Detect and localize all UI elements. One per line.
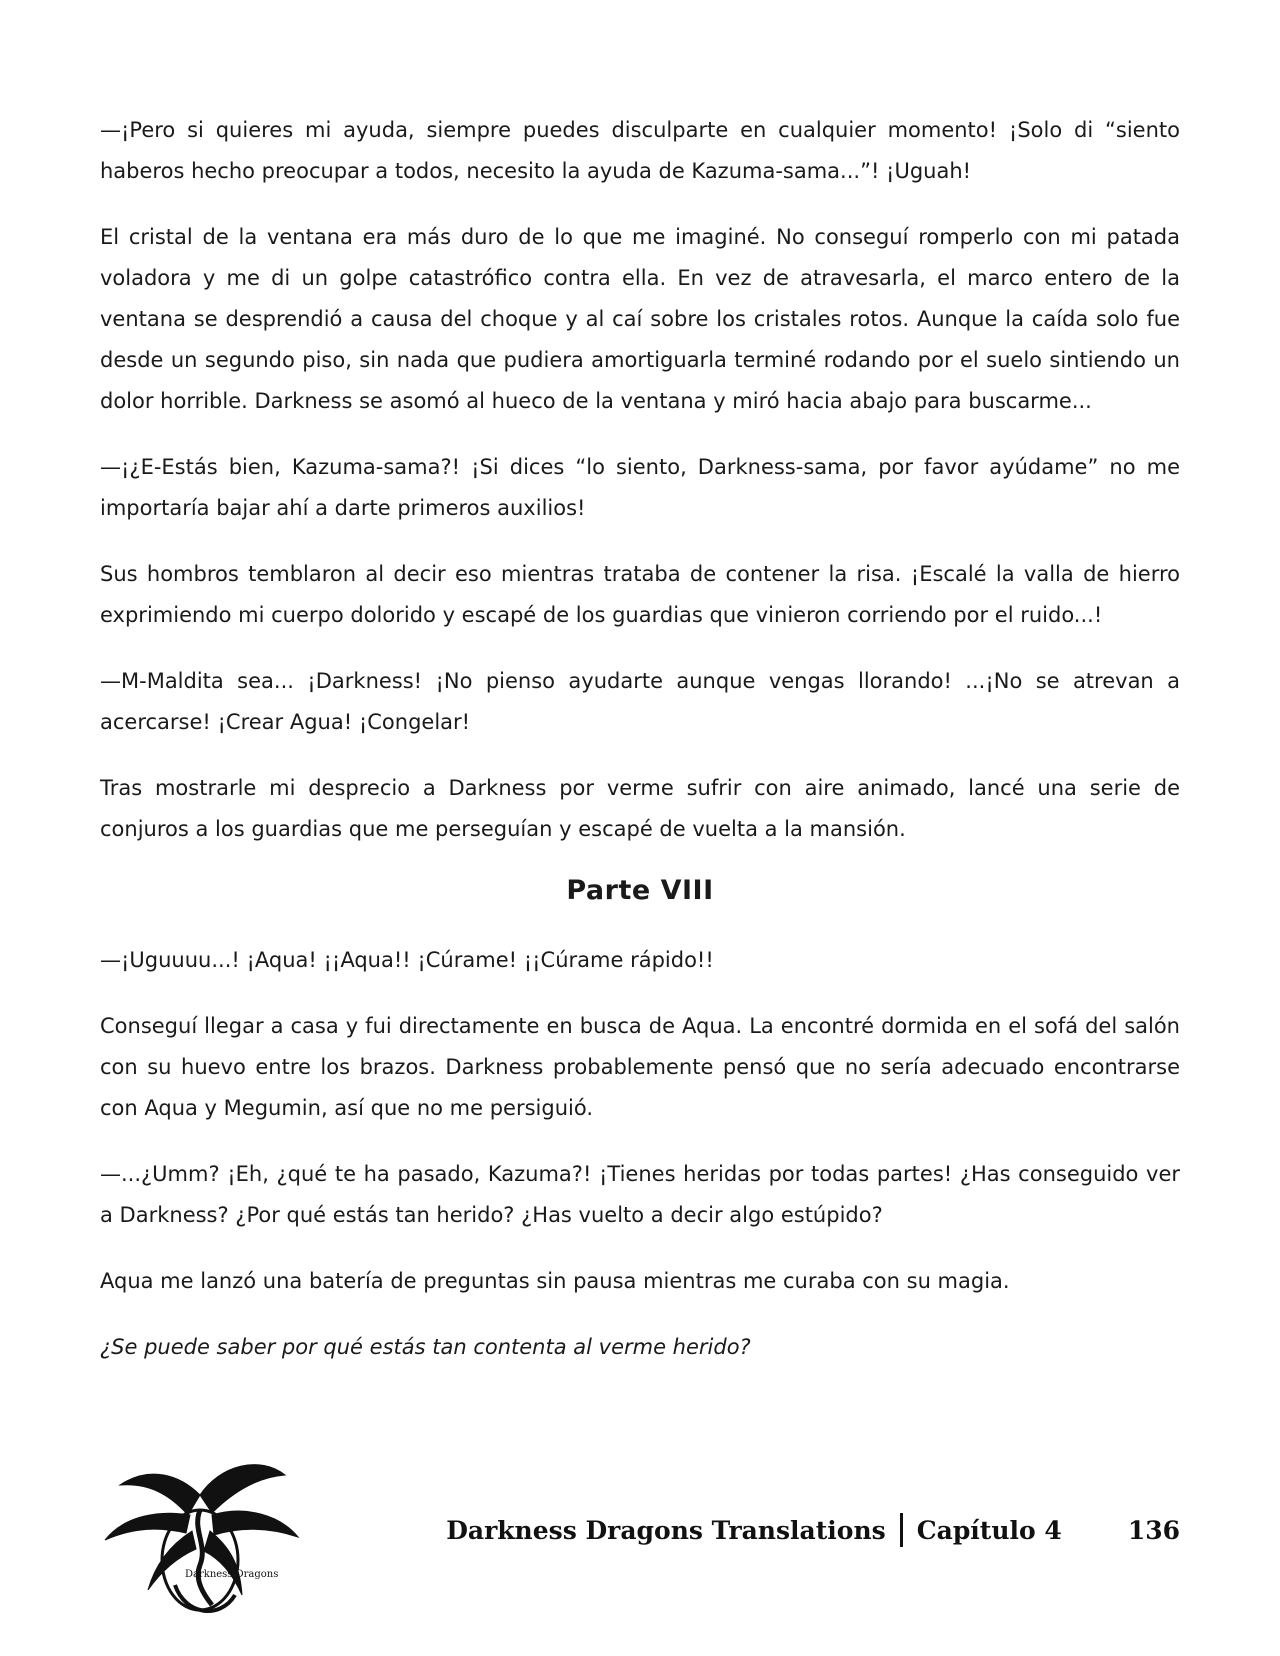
document-body [100, 110, 1180, 1393]
page-footer [100, 1455, 1180, 1625]
paragraph-italic: ¿Se puede saber por qué estás tan contenta al verme herido? [100, 1335, 751, 1359]
footer-separator [900, 1513, 903, 1547]
dragon-logo-icon [100, 1455, 300, 1625]
paragraph: Aqua me lanzó una batería de preguntas sin pausa mientras me curaba con su magia. [100, 1269, 1010, 1293]
paragraph: —M-Maldita sea... ¡Darkness! ¡No pienso ayudarte aunque vengas llorando! ...¡No se atrevan a acercarse! ¡Crear Agua! ¡Congelar! [100, 669, 1180, 734]
section-title: Parte VIII [566, 875, 714, 906]
paragraph: —¡¿E-Estás bien, Kazuma-sama?! ¡Si dices “lo siento, Darkness-sama, por favor ayúdame” no me importaría bajar ahí a darte primeros auxilios! [100, 455, 1180, 520]
paragraph: —¡Uguuuu...! ¡Aqua! ¡¡Aqua!! ¡Cúrame! ¡¡Cúrame rápido!! [100, 948, 714, 972]
paragraph: —...¿Umm? ¡Eh, ¿qué te ha pasado, Kazuma?! ¡Tienes heridas por todas partes! ¿Has conseguido ver a Darkness? ¿Por qué estás tan herido? ¿Has vuelto a decir algo estúpido? [100, 1162, 1180, 1227]
paragraph: —¡Pero si quieres mi ayuda, siempre puedes disculparte en cualquier momento! ¡Solo di “siento haberos hecho preocupar a todos, necesito la ayuda de Kazuma-sama...”! ¡Uguah! [100, 118, 1180, 183]
chapter-label: Capítulo 4 [916, 1515, 1062, 1545]
paragraph: El cristal de la ventana era más duro de lo que me imaginé. No conseguí romperlo con mi patada voladora y me di un golpe catastrófico contra ella. En vez de atravesarla, el marco entero de la ventana se desprendió a causa del choque y al caí sobre los cristales rotos. Aunque la caída solo fue desde un segundo piso, sin nada que pudiera amortiguarla terminé rodando por el suelo sintiendo un dolor horrible. Darkness se asomó al hueco de la ventana y miró hacia abajo para buscarme... [100, 225, 1180, 413]
logo-text: Darkness Dragons [185, 1569, 279, 1580]
publisher-name: Darkness Dragons Translations [446, 1515, 886, 1545]
page-number: 136 [1127, 1515, 1180, 1545]
footer-credit [446, 1513, 1180, 1547]
paragraph: Tras mostrarle mi desprecio a Darkness por verme sufrir con aire animado, lancé una serie de conjuros a los guardias que me perseguían y escapé de vuelta a la mansión. [100, 776, 1180, 841]
paragraph: Conseguí llegar a casa y fui directamente en busca de Aqua. La encontré dormida en el sofá del salón con su huevo entre los brazos. Darkness probablemente pensó que no sería adecuado encontrarse con Aqua y Megumin, así que no me persiguió. [100, 1014, 1180, 1120]
paragraph: Sus hombros temblaron al decir eso mientras trataba de contener la risa. ¡Escalé la valla de hierro exprimiendo mi cuerpo dolorido y escapé de los guardias que vinieron corriendo por el ruido...! [100, 562, 1180, 627]
